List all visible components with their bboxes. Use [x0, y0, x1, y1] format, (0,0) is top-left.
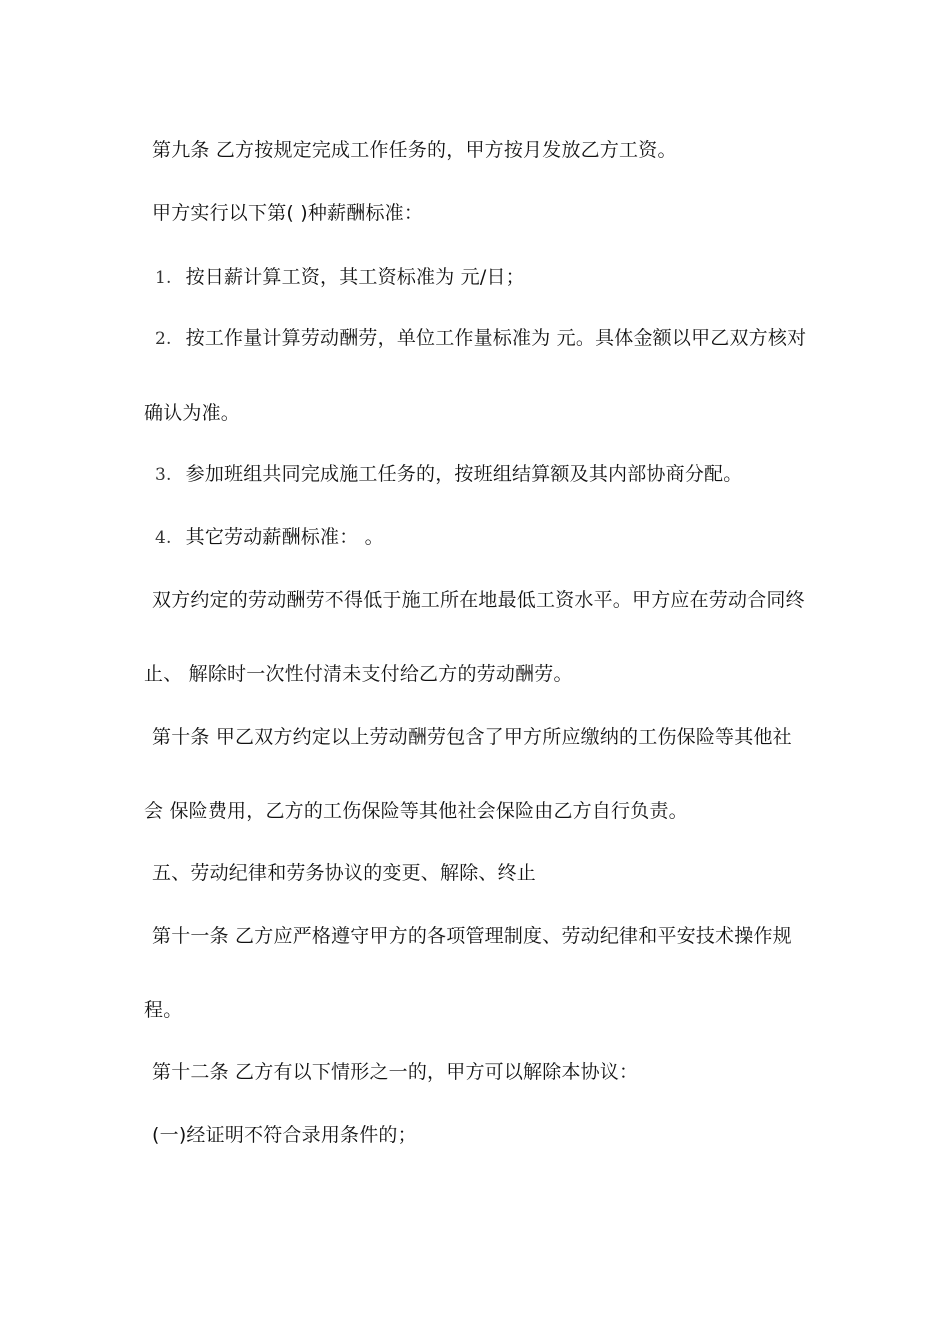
article-12-clause-1 — [152, 1123, 417, 1147]
list-item-4 — [155, 525, 384, 550]
article-12-line — [152, 1060, 638, 1084]
line-text: 第十一条 乙方应严格遵守甲方的各项管理制度、劳动纪律和平安技术操作规 — [152, 925, 792, 947]
line-text: 甲方实行以下第( )种薪酬标准： — [152, 202, 424, 224]
list-item-3 — [155, 462, 742, 487]
list-item-2 — [155, 326, 806, 351]
line-text: (一)经证明不符合录用条件的； — [152, 1124, 417, 1146]
line-text: 第十条 甲乙双方约定以上劳动酬劳包含了甲方所应缴纳的工伤保险等其他社 — [152, 726, 792, 748]
salary-standard-intro — [152, 201, 423, 225]
section-5-heading — [152, 861, 536, 885]
list-number: 3. — [155, 465, 172, 485]
list-number: 1. — [155, 268, 172, 288]
line-text: 其它劳动薪酬标准： 。 — [185, 526, 384, 548]
line-text: 第十二条 乙方有以下情形之一的，甲方可以解除本协议： — [152, 1061, 639, 1083]
minimum-wage-continuation — [144, 662, 573, 686]
line-text: 按日薪计算工资，其工资标准为 元/日； — [185, 266, 525, 288]
line-text: 会 保险费用，乙方的工伤保险等其他社会保险由乙方自行负责。 — [144, 800, 688, 822]
article-11-continuation — [144, 998, 182, 1022]
line-text: 双方约定的劳动酬劳不得低于施工所在地最低工资水平。甲方应在劳动合同终 — [152, 589, 805, 611]
line-text: 止、 解除时一次性付清未支付给乙方的劳动酬劳。 — [144, 663, 573, 685]
article-9-line — [152, 138, 677, 162]
line-text: 参加班组共同完成施工任务的，按班组结算额及其内部协商分配。 — [185, 463, 743, 485]
article-10-continuation — [144, 799, 688, 823]
minimum-wage-paragraph — [152, 588, 805, 612]
line-text: 第九条 乙方按规定完成工作任务的，甲方按月发放乙方工资。 — [152, 139, 677, 161]
list-item-2-continuation — [144, 401, 240, 425]
article-10-line — [152, 725, 792, 749]
article-11-line — [152, 924, 792, 948]
line-text: 五、劳动纪律和劳务协议的变更、解除、终止 — [152, 862, 537, 884]
list-number: 4. — [155, 528, 172, 548]
line-text: 确认为准。 — [144, 402, 241, 424]
list-item-1 — [155, 265, 525, 290]
list-number: 2. — [155, 329, 172, 349]
line-text: 按工作量计算劳动酬劳，单位工作量标准为 元。具体金额以甲乙双方核对 — [185, 327, 807, 349]
line-text: 程。 — [144, 999, 183, 1021]
